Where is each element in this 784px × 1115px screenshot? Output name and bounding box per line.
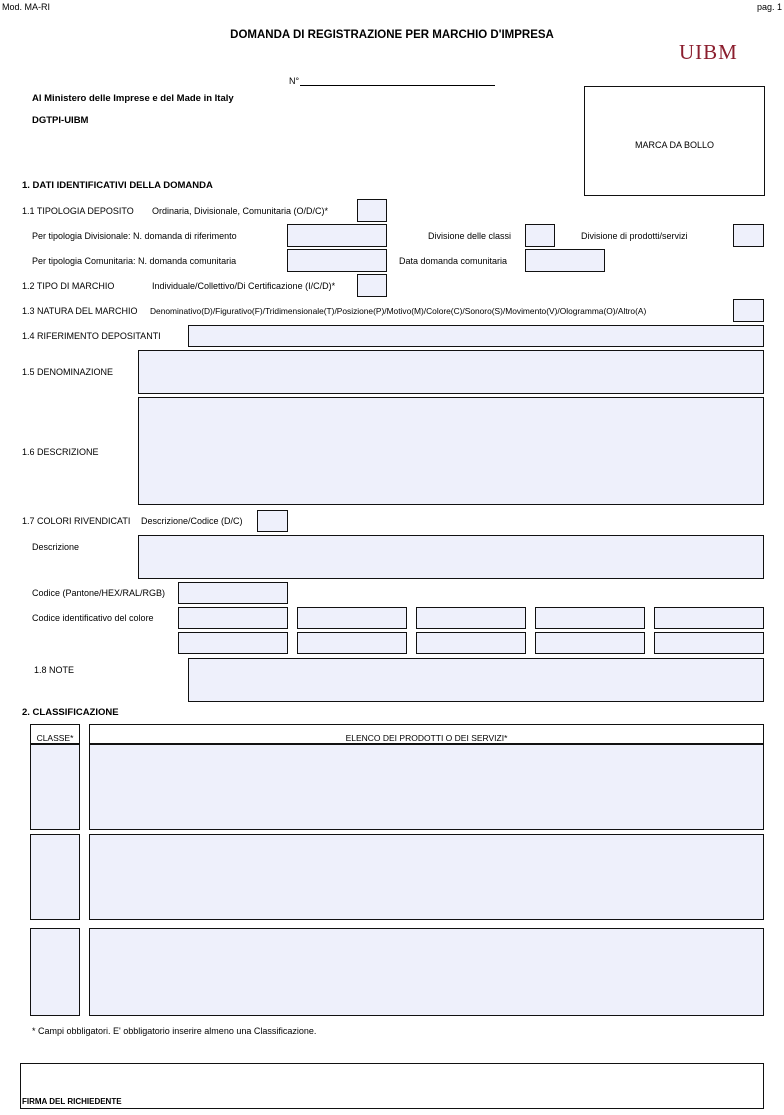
divisional-ref-label: Per tipologia Divisionale: N. domanda di riferimento — [32, 231, 237, 241]
signature-label: FIRMA DEL RICHIEDENTE — [22, 1097, 122, 1106]
products-field[interactable] — [89, 744, 764, 830]
signature-box[interactable] — [20, 1063, 764, 1109]
color-id-field[interactable] — [535, 632, 645, 654]
color-id-field[interactable] — [416, 607, 526, 629]
mark-nature-field[interactable] — [733, 299, 764, 322]
color-description-label: Descrizione — [32, 542, 80, 552]
applicant-ref-field[interactable] — [188, 325, 764, 347]
color-description-field[interactable] — [138, 535, 764, 579]
mandatory-footnote: * Campi obbligatori. E' obbligatorio inserire almeno una Classificazione. — [32, 1026, 317, 1036]
filing-type-hint: Ordinaria, Divisionale, Comunitaria (O/D/C)* — [152, 206, 329, 216]
products-column-header: ELENCO DEI PRODOTTI O DEI SERVIZI* — [89, 724, 764, 744]
section2-title: 2. CLASSIFICAZIONE — [22, 707, 119, 718]
class-field[interactable] — [30, 928, 80, 1016]
notes-field[interactable] — [188, 658, 764, 702]
color-id-field[interactable] — [297, 632, 407, 654]
class-field[interactable] — [30, 744, 80, 830]
color-code-system-field[interactable] — [178, 582, 288, 604]
claimed-colors-hint: Descrizione/Codice (D/C) — [141, 516, 243, 526]
filing-type-label: 1.1 TIPOLOGIA DEPOSITO — [22, 206, 134, 216]
description-label: 1.6 DESCRIZIONE — [22, 447, 99, 457]
uibm-logo: UIBM — [679, 40, 738, 64]
color-id-label: Codice identificativo del colore — [32, 613, 154, 623]
form-code: Mod. MA-RI — [2, 2, 51, 12]
notes-label: 1.8 NOTE — [34, 665, 75, 675]
product-division-field[interactable] — [733, 224, 764, 247]
color-id-field[interactable] — [654, 632, 764, 654]
community-app-field[interactable] — [287, 249, 387, 272]
products-field[interactable] — [89, 834, 764, 920]
applicant-ref-label: 1.4 RIFERIMENTO DEPOSITANTI — [22, 331, 161, 341]
denomination-label: 1.5 DENOMINAZIONE — [22, 367, 114, 377]
filing-type-field[interactable] — [357, 199, 387, 222]
application-number-line — [300, 85, 495, 86]
products-field[interactable] — [89, 928, 764, 1016]
addressee-line1: Al Ministero delle Imprese e del Made in Italy — [32, 93, 234, 104]
denomination-field[interactable] — [138, 350, 764, 394]
description-field[interactable] — [138, 397, 764, 505]
class-division-label: Divisione delle classi — [428, 231, 512, 241]
mark-type-label: 1.2 TIPO DI MARCHIO — [22, 281, 115, 291]
class-column-header: CLASSE* — [30, 724, 80, 744]
divisional-ref-field[interactable] — [287, 224, 387, 247]
color-id-field[interactable] — [178, 632, 288, 654]
mark-type-hint: Individuale/Collettivo/Di Certificazione (I/C/D)* — [152, 281, 336, 291]
mark-nature-hint: Denominativo(D)/Figurativo(F)/Tridimensionale(T)/Posizione(P)/Motivo(M)/Colore(C)/Sonoro(S)/Movimento(V)/Ologramma(O)/Altro(A) — [150, 306, 647, 316]
color-code-system-label: Codice (Pantone/HEX/RAL/RGB) — [32, 588, 166, 598]
revenue-stamp-box — [584, 86, 765, 196]
mark-type-field[interactable] — [357, 274, 387, 297]
community-date-field[interactable] — [525, 249, 605, 272]
claimed-colors-type-field[interactable] — [257, 510, 288, 532]
class-division-field[interactable] — [525, 224, 555, 247]
addressee-line2: DGTPI-UIBM — [32, 115, 89, 126]
color-id-field[interactable] — [654, 607, 764, 629]
application-number-label: N° — [289, 76, 300, 86]
class-field[interactable] — [30, 834, 80, 920]
section1-title: 1. DATI IDENTIFICATIVI DELLA DOMANDA — [22, 180, 213, 191]
revenue-stamp-label: MARCA DA BOLLO — [634, 140, 715, 150]
color-id-field[interactable] — [297, 607, 407, 629]
mark-nature-label: 1.3 NATURA DEL MARCHIO — [22, 306, 138, 316]
community-app-label: Per tipologia Comunitaria: N. domanda comunitaria — [32, 256, 237, 266]
page-number: pag. 1 — [756, 2, 782, 12]
color-id-field[interactable] — [178, 607, 288, 629]
color-id-field[interactable] — [416, 632, 526, 654]
community-date-label: Data domanda comunitaria — [399, 256, 508, 266]
color-id-field[interactable] — [535, 607, 645, 629]
product-division-label: Divisione di prodotti/servizi — [581, 231, 688, 241]
page-title: DOMANDA DI REGISTRAZIONE PER MARCHIO D'IMPRESA — [230, 29, 554, 41]
claimed-colors-label: 1.7 COLORI RIVENDICATI — [22, 516, 131, 526]
